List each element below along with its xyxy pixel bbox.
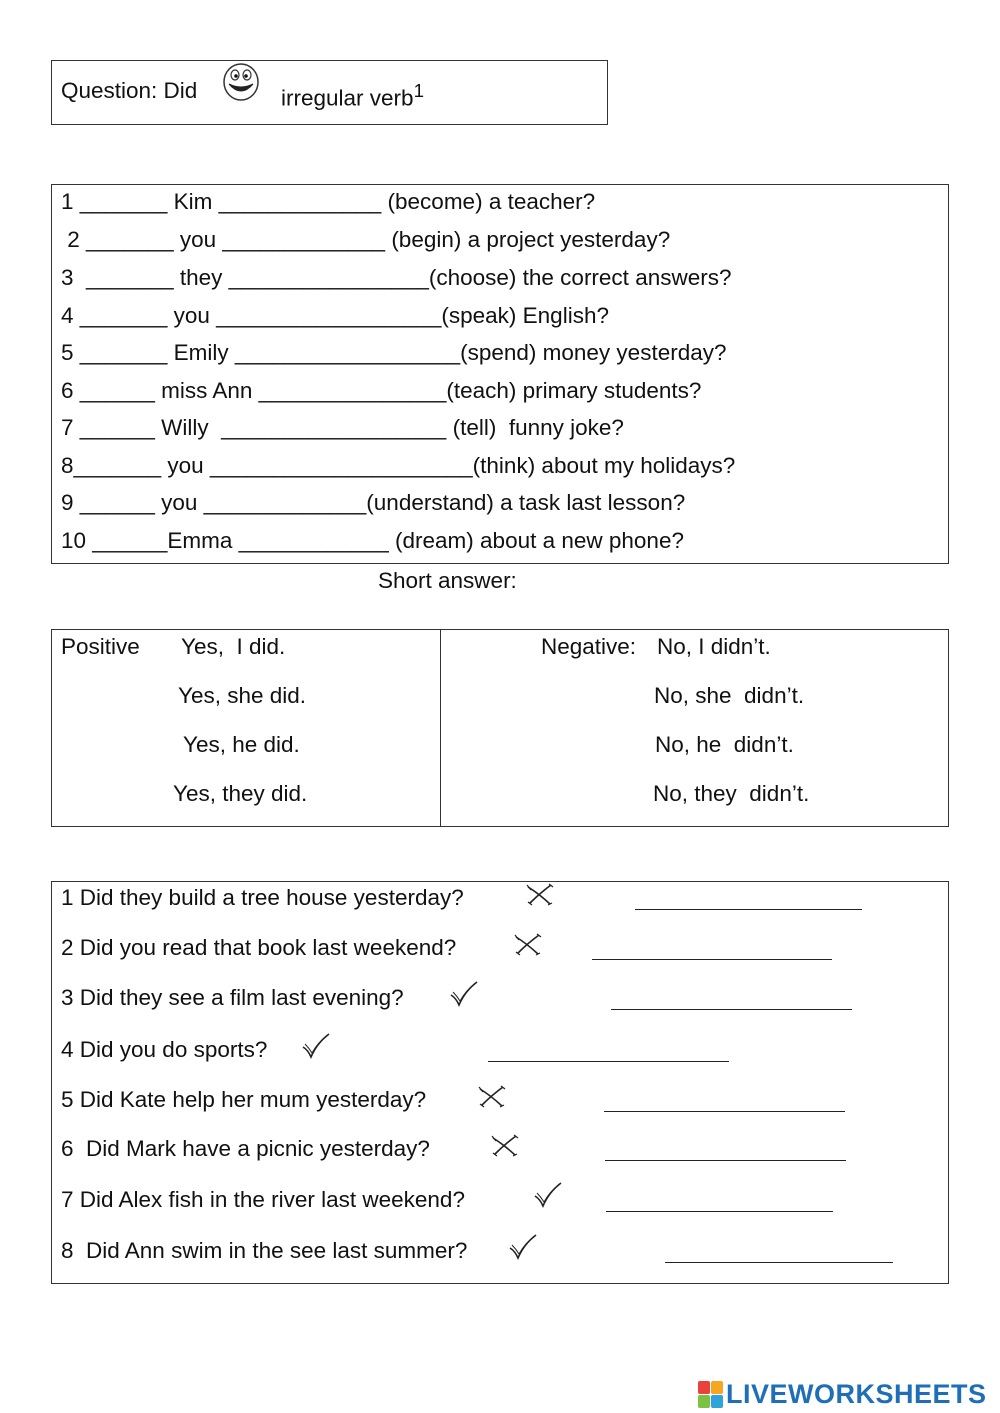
exercise1-item: 10 ______Emma ____________ (dream) about a new phone? xyxy=(61,528,684,553)
answer-line[interactable] xyxy=(665,1261,893,1263)
cross-icon xyxy=(512,931,544,959)
answer-line[interactable] xyxy=(592,958,832,960)
cross-icon xyxy=(524,881,556,909)
negative-answer: No, they didn’t. xyxy=(653,781,810,806)
positive-answer: Yes, I did. xyxy=(181,634,286,659)
exercise1-item: 3 _______ they ________________(choose) the correct answers? xyxy=(61,265,732,290)
exercise2-question: 1 Did they build a tree house yesterday? xyxy=(61,885,464,910)
exercise1-item: 4 _______ you __________________(speak) English? xyxy=(61,303,609,328)
negative-answer: No, she didn’t. xyxy=(654,683,805,708)
header-prefix: Question: Did xyxy=(61,78,198,103)
cross-icon xyxy=(489,1132,521,1160)
exercise1-item: 5 _______ Emily __________________(spend) money yesterday? xyxy=(61,340,727,365)
positive-label: Positive xyxy=(61,634,140,659)
check-icon xyxy=(448,979,480,1009)
cross-icon xyxy=(476,1083,508,1111)
exercise2-question: 7 Did Alex fish in the river last weekend? xyxy=(61,1187,465,1212)
exercise1-item: 2 _______ you _____________ (begin) a project yesterday? xyxy=(61,227,671,252)
answer-line[interactable] xyxy=(604,1110,845,1112)
positive-answer: Yes, she did. xyxy=(178,683,307,708)
header-footnote: 1 xyxy=(413,80,424,101)
exercise2-question: 2 Did you read that book last weekend? xyxy=(61,935,457,960)
negative-answer: No, I didn’t. xyxy=(657,634,771,659)
answer-line[interactable] xyxy=(635,908,862,910)
positive-answer: Yes, they did. xyxy=(173,781,308,806)
negative-answer: No, he didn’t. xyxy=(655,732,794,757)
exercise1-item: 6 ______ miss Ann _______________(teach) primary students? xyxy=(61,378,702,403)
logo-block xyxy=(711,1395,723,1408)
exercise2-question: 6 Did Mark have a picnic yesterday? xyxy=(61,1136,430,1161)
short-answer-divider xyxy=(440,629,441,827)
answer-line[interactable] xyxy=(605,1159,846,1161)
smiley-face-icon xyxy=(220,62,264,104)
exercise1-item: 7 ______ Willy __________________ (tell) funny joke? xyxy=(61,415,624,440)
exercise2-question: 4 Did you do sports? xyxy=(61,1037,268,1062)
exercise2-question: 3 Did they see a film last evening? xyxy=(61,985,404,1010)
header-suffix: irregular verb$^1$ xyxy=(281,80,424,111)
positive-answer: Yes, he did. xyxy=(183,732,300,757)
check-icon xyxy=(300,1031,332,1061)
answer-line[interactable] xyxy=(606,1210,833,1212)
check-icon xyxy=(532,1180,564,1210)
check-icon xyxy=(507,1232,539,1262)
short-answer-title: Short answer: xyxy=(378,568,517,593)
exercise2-question: 5 Did Kate help her mum yesterday? xyxy=(61,1087,427,1112)
exercise2-question: 8 Did Ann swim in the see last summer? xyxy=(61,1238,468,1263)
logo-block xyxy=(698,1381,710,1394)
logo-block xyxy=(711,1381,723,1394)
liveworksheets-logo-text: LIVEWORKSHEETS xyxy=(726,1379,987,1409)
exercise1-item: 9 ______ you _____________(understand) a task last lesson? xyxy=(61,490,686,515)
negative-label: Negative: xyxy=(541,634,637,659)
exercise1-item: 1 _______ Kim _____________ (become) a teacher? xyxy=(61,189,596,214)
liveworksheets-logo-icon xyxy=(697,1377,725,1411)
logo-block xyxy=(698,1395,710,1408)
answer-line[interactable] xyxy=(611,1008,852,1010)
answer-line[interactable] xyxy=(488,1060,729,1062)
exercise1-item: 8_______ you _____________________(think) about my holidays? xyxy=(61,453,736,478)
